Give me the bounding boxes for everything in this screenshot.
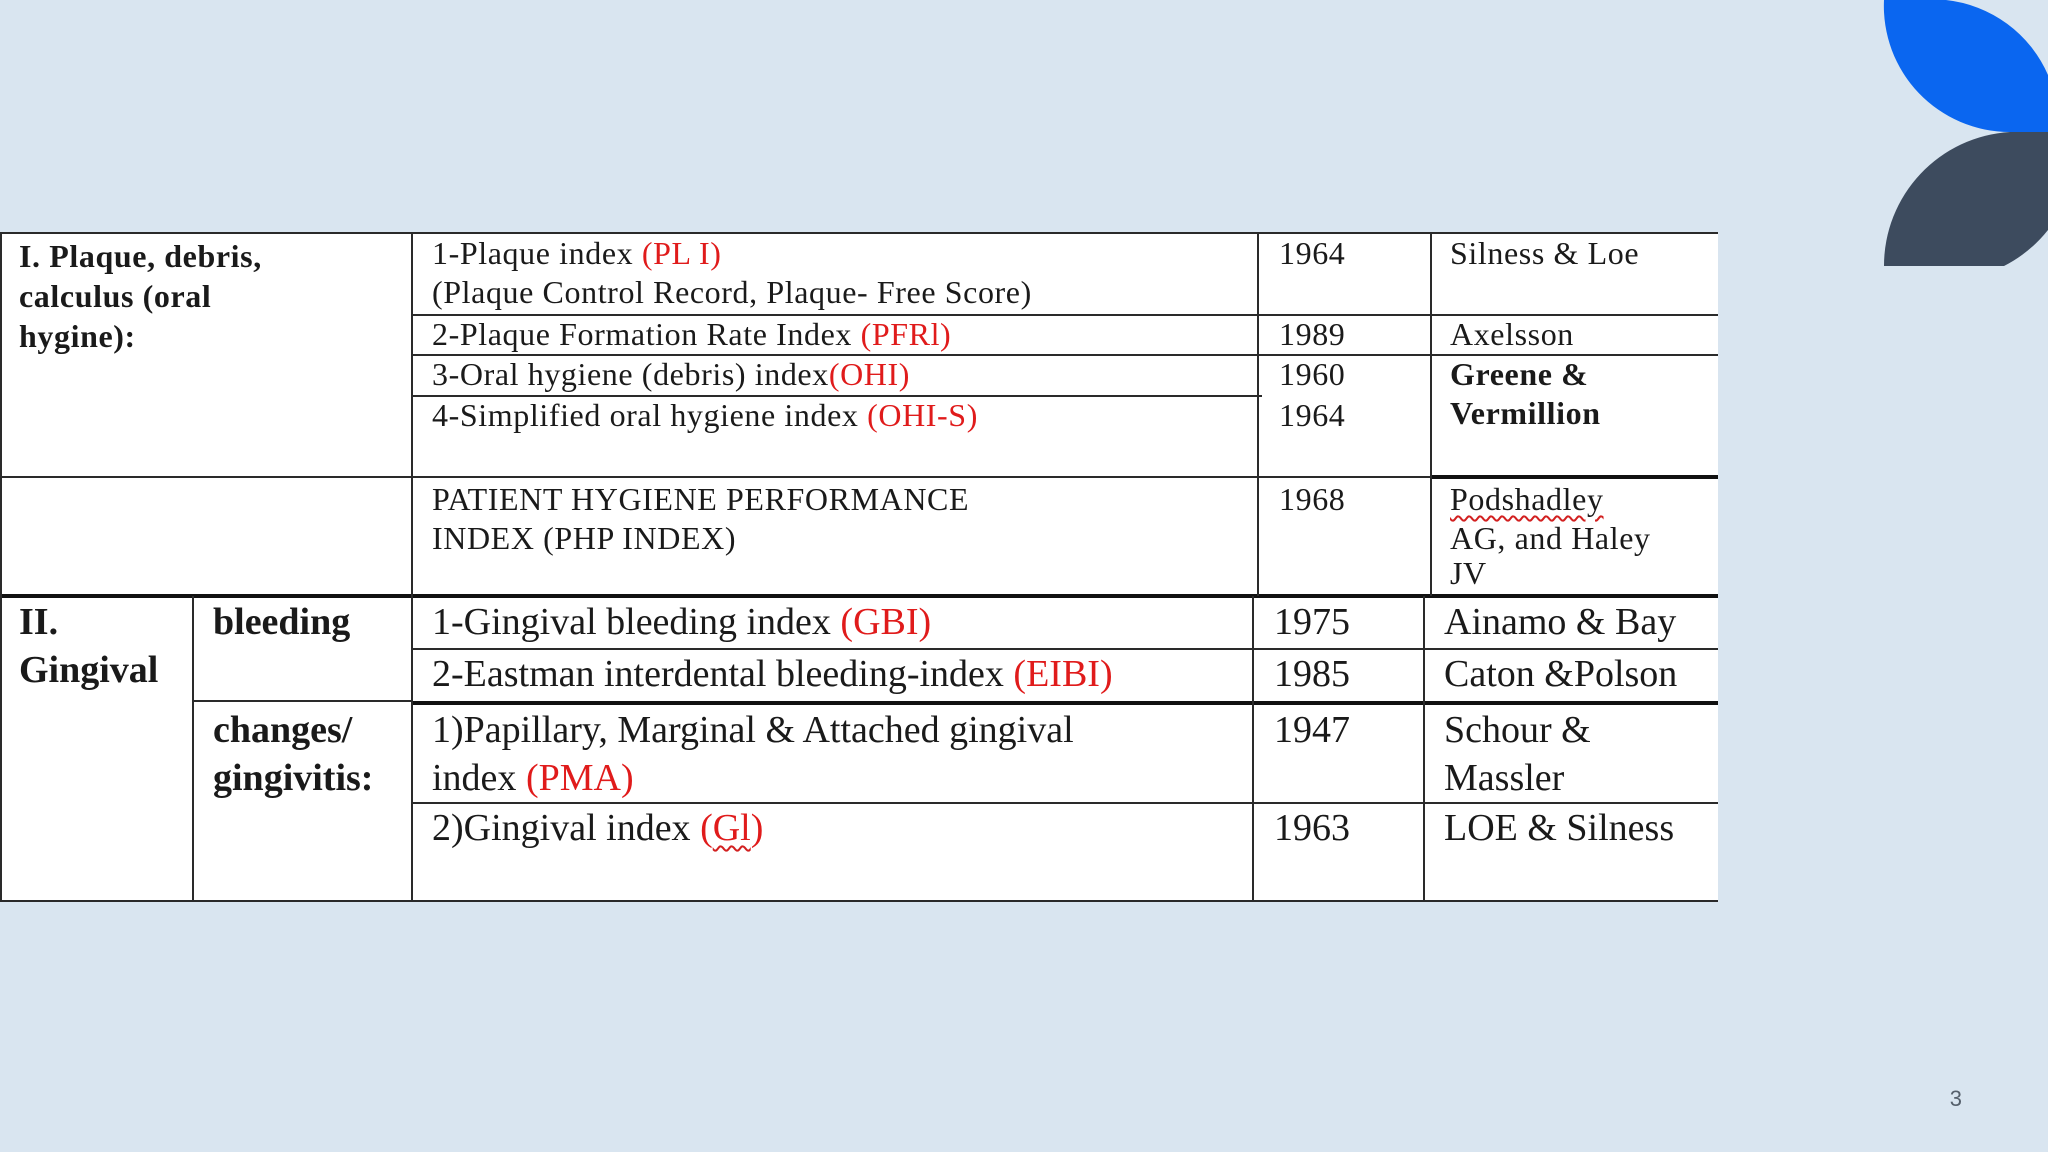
php-index-text: PATIENT HYGIENE PERFORMANCE INDEX (PHP INDEX) <box>432 481 970 556</box>
dark-petal-shape <box>1884 132 2048 266</box>
ohi-s-text: 4-Simplified oral hygiene index (OHI-S) <box>432 397 978 433</box>
ohi-year: 1960 <box>1279 356 1346 392</box>
pfri-abbr: (PFRl) <box>860 316 952 352</box>
gingival-index-text: 2)Gingival index (Gl) <box>432 807 764 849</box>
oral-indices-table <box>0 232 1718 902</box>
decorative-petal-shapes <box>1834 0 2048 266</box>
section-1-label: I. Plaque, debris, calculus (oral hygine): <box>19 238 262 354</box>
eibi-text: 2-Eastman interdental bleeding-index (EIBI) <box>432 653 1113 695</box>
page-number: 3 <box>1949 1086 1962 1111</box>
pfri-text: 2-Plaque Formation Rate Index (PFRl) <box>432 316 952 352</box>
pma-year: 1947 <box>1274 709 1350 751</box>
section-2-label: II. Gingival <box>19 601 159 691</box>
gingival-index-year: 1963 <box>1274 807 1350 849</box>
gingival-index-abbr: (Gl) <box>700 807 764 849</box>
gingival-index-author: LOE & Silness <box>1444 807 1675 849</box>
ohi-s-year: 1964 <box>1279 397 1346 433</box>
bleeding-label: bleeding <box>213 601 351 643</box>
plaque-index-author: Silness & Loe <box>1450 235 1640 271</box>
pma-abbr: (PMA) <box>525 757 634 799</box>
gbi-author: Ainamo & Bay <box>1444 601 1677 643</box>
pma-author: Schour & Massler <box>1444 709 1591 799</box>
plaque-index-year: 1964 <box>1279 235 1346 271</box>
php-index-author: Podshadley AG, and Haley JV <box>1450 481 1651 591</box>
eibi-year: 1985 <box>1274 653 1350 695</box>
ohi-author: Greene & Vermillion <box>1450 356 1601 431</box>
pfri-author: Axelsson <box>1450 316 1574 352</box>
ohi-s-abbr: (OHI-S) <box>867 397 978 433</box>
pma-text: 1)Papillary, Marginal & Attached gingival index (PMA) <box>432 709 1074 799</box>
php-index-year: 1968 <box>1279 481 1346 517</box>
pfri-year: 1989 <box>1279 316 1346 352</box>
blue-petal-shape <box>1884 0 2048 132</box>
gbi-text: 1-Gingival bleeding index (GBI) <box>432 601 932 643</box>
eibi-author: Caton &Polson <box>1444 653 1678 695</box>
ohi-abbr: (OHI) <box>828 356 911 392</box>
eibi-abbr: (EIBI) <box>1013 653 1113 695</box>
plaque-index-abbr: (PL I) <box>641 235 722 271</box>
changes-gingivitis-label: changes/ gingivitis: <box>213 709 374 799</box>
ohi-text: 3-Oral hygiene (debris) index(OHI) <box>432 356 911 392</box>
plaque-index-subtitle: (Plaque Control Record, Plaque- Free Score) <box>432 274 1032 310</box>
gbi-abbr: (GBI) <box>840 601 932 643</box>
plaque-index-text: 1-Plaque index (PL I) (Plaque Control Record, Plaque- Free Score) <box>432 235 1032 310</box>
gbi-year: 1975 <box>1274 601 1350 643</box>
